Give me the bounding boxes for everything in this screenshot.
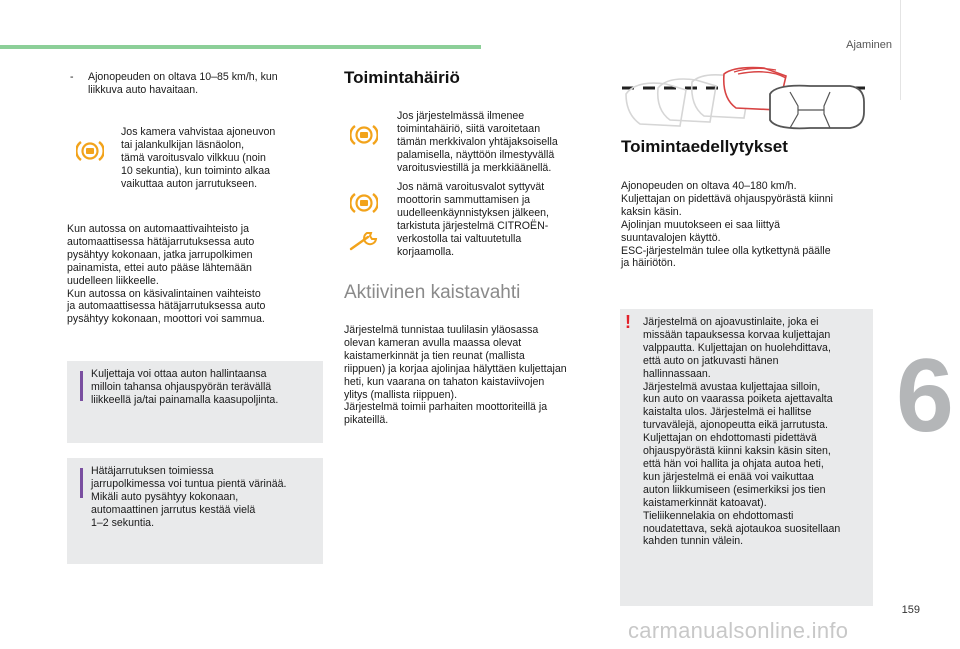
service-wrench-icon [348, 229, 380, 253]
brake-warning-icon [350, 190, 378, 216]
header-accent-bar [0, 45, 481, 49]
brake-warning-icon [350, 122, 378, 148]
watermark: carmanualsonline.info [628, 618, 849, 643]
heading-conditions: Toimintaedellytykset [621, 137, 788, 156]
page-number: 159 [901, 604, 920, 616]
warning-exclamation-icon: ! [625, 312, 631, 332]
lane-assist-paragraph: Järjestelmä tunnistaa tuulilasin yläosassa olevan kameran avulla maassa olevat kaistamerkinnät ja tien reunat (mallista riippuen) ja korjaa ajolinjaa hälyttäen kuljettajan heti, kun vaarana on tahaton kaistaviivojen ylitys (mallista riippuen). Järjestelmä toimii parhaiten moottoriteillä ja pikateillä. [344, 324, 567, 427]
conditions-paragraph: Ajonopeuden on oltava 40–180 km/h. Kuljettajan on pidettävä ohjauspyörästä kiinni kaksin käsin. Ajolinjan muutokseen ei saa liittyä suuntavalojen käyttö. ESC-järjestelmän tulee olla kytkettynä päälle ja häiriötön. [621, 180, 834, 270]
warning-text: Järjestelmä on ajoavustinlaite, joka ei missään tapauksessa korvaa kuljettajan valppautta. Kuljettajan on huolehdittava, että auto on jatkuvasti hänen hallinnassaan. Järjestelmä avustaa kuljettajaa silloin, kun auto on vaarassa poiketa ajettavalta kaistalta ulos. Järjestelmä ei hallitse turvavälejä, ajonopeutta eikä jarrutusta. Kuljettajan on ehdottomasti pidettävä ohjauspyörästä kiinni kaksin käsin siten, että hän voi hallita ja ohjata autoa heti, kun järjestelmä ei enää voi vaikuttaa auton liikkumiseen (esimerkiksi jos tien kaistamerkinnät katoavat). Tieliikennelakia on ehdottomasti noudatettava, sekä ajotaukoa suositellaan kahden tunnin välein. [643, 316, 841, 548]
malfunction-text-1: Jos järjestelmässä ilmenee toimintahäiriö, siitä varoitetaan tämän merkkivalon yhtäjaksoisella palamisella, näyttöön ilmestyvällä varoitusviestillä ja merkkiäänellä. [397, 110, 558, 174]
info-box-vibration [67, 458, 323, 564]
heading-malfunction: Toimintahäiriö [344, 68, 460, 87]
brake-warning-icon [76, 138, 104, 164]
info-marker [80, 468, 83, 498]
info-text-vibration: Hätäjarrutuksen toimiessa jarrupolkimessa voi tuntua pientä värinää. Mikäli auto pysähtyy kokonaan, automaattinen jarrutus kestää vielä 1–2 sekuntia. [91, 465, 287, 529]
info-box-control [67, 361, 323, 443]
chapter-number: 6 [896, 338, 954, 454]
heading-lane-assist: Aktiivinen kaistavahti [344, 282, 521, 303]
bullet-text: Ajonopeuden on oltava 10–85 km/h, kun liikkuva auto havaitaan. [88, 71, 278, 96]
info-marker [80, 371, 83, 401]
info-text-control: Kuljettaja voi ottaa auton hallintaansa milloin tahansa ohjauspyörän terävällä liikkeellä ja/tai painamalla kaasupoljinta. [91, 368, 279, 406]
manual-gearbox-paragraph: Kun autossa on automaattivaihteisto ja automaattisessa hätäjarrutuksessa auto pysähtyy kokonaan, jatka jarrupolkimen painamista, ettei auto pääse lähtemään uudelleen liikkeelle. Kun autossa on käsivalintainen vaihteisto ja automaattisessa hätäjarrutuksessa auto pysähtyy kokonaan, moottori voi sammua. [67, 223, 266, 326]
section-label: Ajaminen [846, 39, 892, 51]
lane-car-illustration [620, 64, 870, 136]
side-divider [900, 0, 901, 100]
icon-description-text: Jos kamera vahvistaa ajoneuvon tai jalankulkijan läsnäolon, tämä varoitusvalo vilkkuu (noin 10 sekuntia), kun toiminto alkaa vaikuttaa auton jarrutukseen. [121, 126, 276, 190]
warning-box [620, 309, 873, 606]
malfunction-text-2: Jos nämä varoitusvalot syttyvät moottorin sammuttamisen ja uudelleenkäynnistyksen jälkeen, tarkistuta järjestelmä CITROËN- verkostolla tai valtuutetulla korjaamolla. [397, 181, 549, 258]
bullet-dash: - [70, 71, 74, 83]
